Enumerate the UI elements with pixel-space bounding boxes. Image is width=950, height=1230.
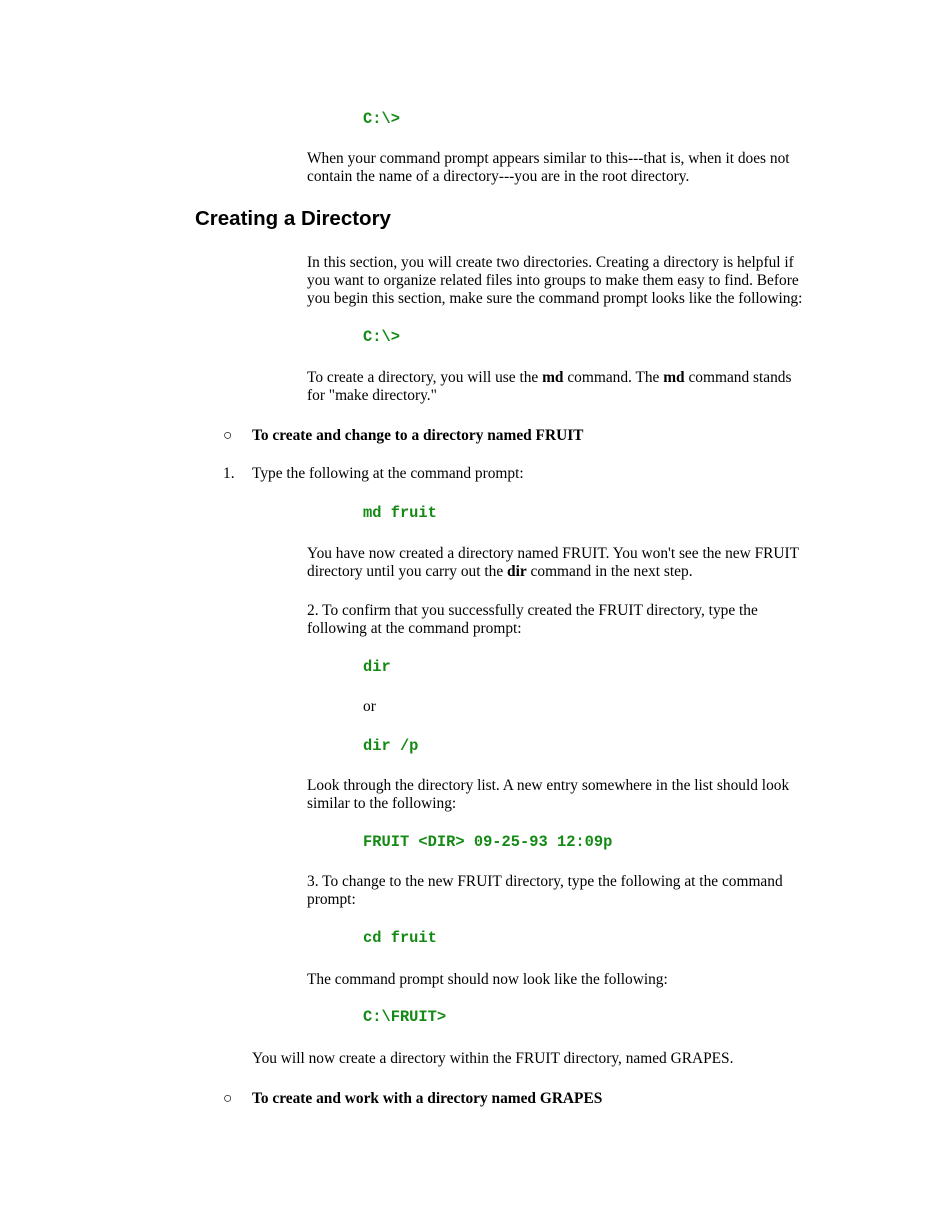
step-3-paragraph: 3. To change to the new FRUIT directory, type the following at the command prompt:	[307, 873, 783, 908]
prompt-paragraph: The command prompt should now look like the following:	[307, 971, 668, 988]
intro-paragraph: In this section, you will create two directories. Creating a directory is helpful if you want to organize related files into groups to make them easy to find. Before you begin this section, make sure the command prompt looks like the following:	[307, 254, 803, 307]
code-cd-fruit: cd fruit	[363, 929, 437, 947]
md-keyword-2: md	[663, 369, 685, 386]
look-paragraph: Look through the directory list. A new entry somewhere in the list should look similar to the following:	[307, 777, 790, 812]
procedure-title-grapes: To create and work with a directory named GRAPES	[252, 1090, 603, 1107]
code-directory-entry: FRUIT <DIR> 09-25-93 12:09p	[363, 833, 613, 851]
root-directory-paragraph: When your command prompt appears similar to this---that is, when it does not contain the name of a directory---you are in the root directory.	[307, 150, 790, 185]
bullet-marker-fruit: ○	[223, 427, 233, 444]
grapes-intro-paragraph: You will now create a directory within the FRUIT directory, named GRAPES.	[252, 1050, 734, 1067]
code-dir-p: dir /p	[363, 737, 419, 755]
created-paragraph: You have now created a directory named FRUIT. You won't see the new FRUIT directory until you carry out the dir command in the next step.	[307, 545, 799, 580]
step-1-marker: 1.	[223, 465, 235, 482]
procedure-title-fruit: To create and change to a directory named FRUIT	[252, 427, 584, 444]
or-text: or	[363, 698, 376, 715]
code-root-prompt: C:\>	[363, 110, 400, 128]
section-heading: Creating a Directory	[195, 207, 391, 230]
md-keyword: md	[542, 369, 564, 386]
code-md-fruit: md fruit	[363, 504, 437, 522]
code-root-prompt-2: C:\>	[363, 328, 400, 346]
code-dir: dir	[363, 658, 391, 676]
step-2-paragraph: 2. To confirm that you successfully created the FRUIT directory, type the following at the command prompt:	[307, 602, 758, 637]
code-fruit-prompt: C:\FRUIT>	[363, 1008, 447, 1026]
step-1-text: Type the following at the command prompt:	[252, 465, 524, 482]
md-command-paragraph: To create a directory, you will use the md command. The md command stands for "make directory."	[307, 369, 792, 404]
bullet-marker-grapes: ○	[223, 1090, 233, 1107]
dir-keyword: dir	[507, 563, 527, 580]
